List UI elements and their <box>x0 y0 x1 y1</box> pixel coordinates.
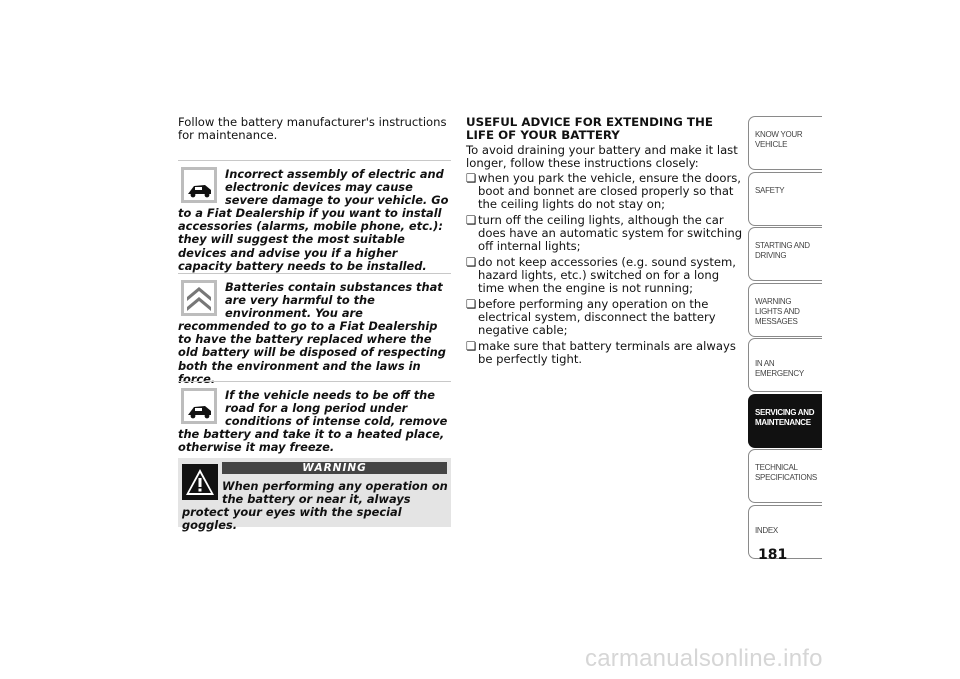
section-title: USEFUL ADVICE FOR EXTENDING THE LIFE OF YOUR BATTERY <box>466 115 713 142</box>
tab-label: KNOW YOUR VEHICLE <box>755 130 803 149</box>
advice-list <box>466 172 743 366</box>
checkbox-bullet-icon: ❏ <box>466 213 477 227</box>
tab-in-an-emergency[interactable] <box>748 338 822 392</box>
checkbox-bullet-icon: ❏ <box>466 171 477 185</box>
environment-icon <box>181 280 217 316</box>
warning-text: When performing any operation on the battery or near it, always protect your eyes with the special goggles. <box>182 479 448 533</box>
list-item-text: make sure that battery terminals are always be perfectly tight. <box>478 339 736 366</box>
list-item <box>466 214 743 253</box>
checkbox-bullet-icon: ❏ <box>466 339 477 353</box>
tab-warning-lights[interactable] <box>748 283 822 337</box>
note-text: Incorrect assembly of electric and electronic devices may cause severe damage to your vehicle. Go to a Fiat Dealership if you want to install accessories (alarms, mobile phone, etc.): they will suggest the most suitable devices and advise you if a higher capacity battery needs to be installed. <box>178 167 449 273</box>
list-item-text: turn off the ceiling lights, although the car does have an automatic system for switching off internal lights; <box>478 213 743 253</box>
tab-safety[interactable] <box>748 172 822 226</box>
note-text: Batteries contain substances that are very harmful to the environment. You are recommended to go to a Fiat Dealership to have the battery replaced where the old battery will be disposed of respecting both the environment and the laws in force. <box>178 280 446 386</box>
tab-label: IN AN EMERGENCY <box>755 359 804 378</box>
chapter-tabs <box>748 116 822 560</box>
section-lead: To avoid draining your battery and make it last longer, follow these instructions closely: <box>466 143 738 170</box>
page-number: 181 <box>758 547 788 563</box>
car-caution-icon <box>181 167 217 203</box>
note-text: If the vehicle needs to be off the road for a long period under conditions of intense cold, remove the battery and take it to a heated place, otherwise it may freeze. <box>178 388 448 455</box>
tab-starting-and-driving[interactable] <box>748 227 822 281</box>
battery-advice-section <box>466 116 743 369</box>
list-item <box>466 172 743 211</box>
tab-label: SERVICING AND MAINTENANCE <box>755 407 815 427</box>
watermark: carmanualsonline.info <box>585 645 823 672</box>
note-environment <box>178 273 451 386</box>
warning-header: WARNING <box>222 462 447 474</box>
car-caution-icon <box>181 388 217 424</box>
tab-label: TECHNICAL SPECIFICATIONS <box>755 463 817 482</box>
note-assembly <box>178 160 451 273</box>
list-item-text: when you park the vehicle, ensure the doors, boot and bonnet are closed properly so that the ceiling lights do not stay on; <box>478 171 741 211</box>
list-item-text: do not keep accessories (e.g. sound system, hazard lights, etc.) switched on for a long time when the engine is not running; <box>478 255 736 295</box>
intro-paragraph: Follow the battery manufacturer's instructions for maintenance. <box>178 115 447 142</box>
checkbox-bullet-icon: ❏ <box>466 255 477 269</box>
tab-label: WARNING LIGHTS AND MESSAGES <box>755 296 800 326</box>
list-item <box>466 256 743 295</box>
warning-body <box>182 480 448 532</box>
warning-box <box>178 458 451 533</box>
tab-technical-specifications[interactable] <box>748 449 822 503</box>
tab-label: STARTING AND DRIVING <box>755 241 810 260</box>
note-cold-storage <box>178 381 451 454</box>
list-item <box>466 340 743 366</box>
list-item-text: before performing any operation on the electrical system, disconnect the battery negative cable; <box>478 297 716 337</box>
tab-servicing-and-maintenance[interactable] <box>748 394 822 448</box>
tab-label: SAFETY <box>755 185 785 195</box>
tab-know-your-vehicle[interactable] <box>748 116 822 170</box>
list-item <box>466 298 743 337</box>
tab-label: INDEX <box>755 525 778 535</box>
checkbox-bullet-icon: ❏ <box>466 297 477 311</box>
